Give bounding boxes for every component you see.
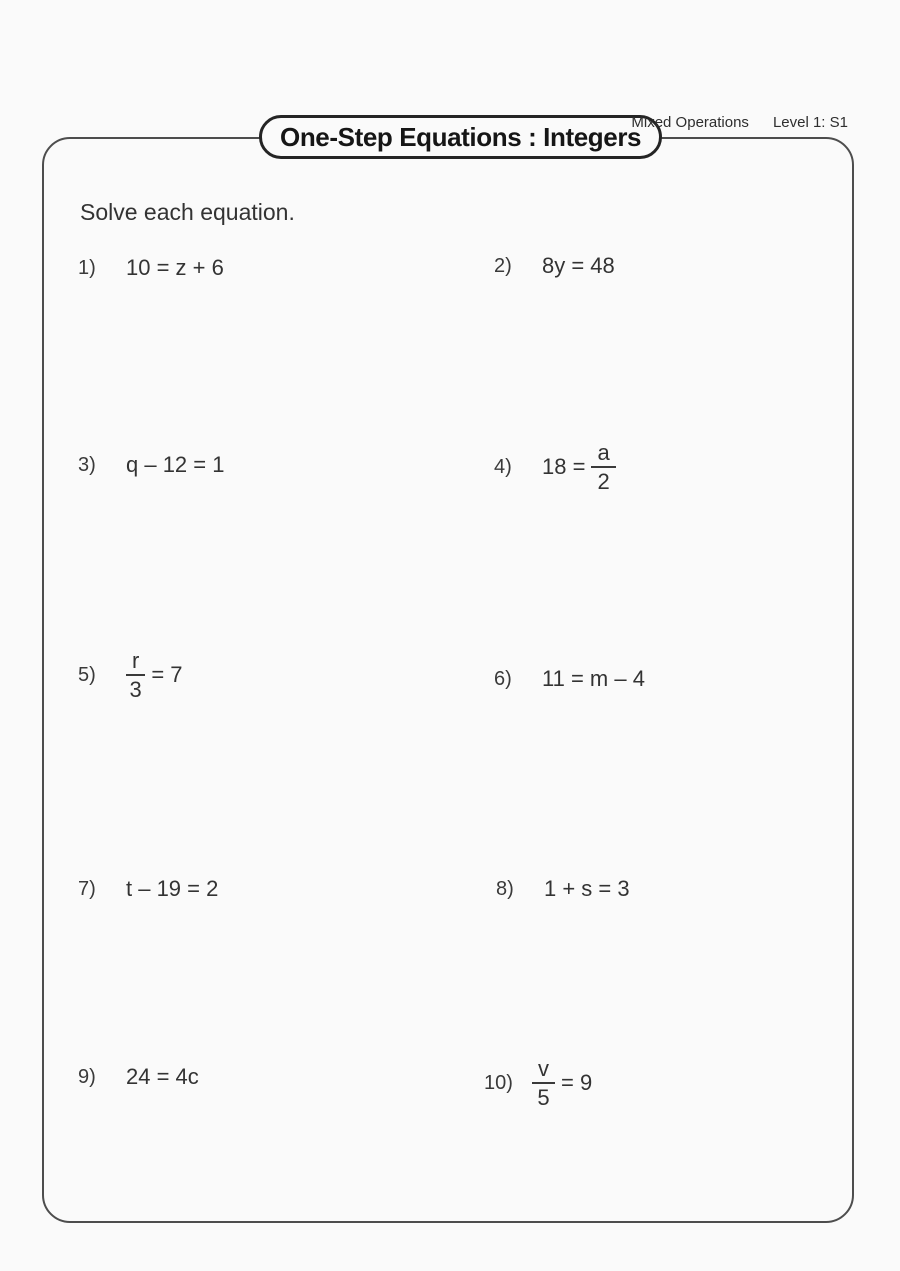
- problem-10: [484, 1056, 592, 1111]
- problem-1: [78, 255, 224, 281]
- problem-number: 7): [78, 877, 96, 900]
- problem-number: 10): [484, 1071, 513, 1094]
- equation: [126, 648, 183, 703]
- equation: [126, 452, 224, 478]
- fraction: [591, 440, 615, 495]
- problem-number: 4): [494, 455, 512, 478]
- worksheet-title: One-Step Equations : Integers: [280, 121, 642, 152]
- equation-post: = 9: [561, 1070, 593, 1096]
- equation-text: 11 = m – 4: [542, 666, 645, 691]
- equation-post: = 7: [151, 662, 183, 688]
- equation-text: 24 = 4c: [126, 1064, 199, 1089]
- header-tag: [631, 114, 848, 131]
- problem-number: 9): [78, 1065, 96, 1088]
- equation: [532, 1056, 592, 1111]
- fraction: [126, 648, 145, 703]
- fraction-denominator: 3: [129, 677, 142, 703]
- title-pill: [259, 115, 662, 159]
- problem-2: [494, 253, 615, 279]
- problem-number: 2): [494, 254, 512, 277]
- equation-text: 1 + s = 3: [544, 876, 630, 901]
- equation: [126, 255, 224, 281]
- problem-3: [78, 452, 224, 478]
- fraction: [532, 1056, 555, 1111]
- problem-5: [78, 648, 183, 703]
- equation: [542, 440, 616, 495]
- equation-text: t – 19 = 2: [126, 876, 219, 901]
- equation: [544, 876, 630, 902]
- instruction-text: Solve each equation.: [80, 199, 295, 225]
- problem-6: [494, 666, 645, 692]
- fraction-denominator: 2: [597, 469, 610, 495]
- tag-topic: Mixed Operations: [631, 114, 749, 131]
- fraction-denominator: 5: [537, 1085, 550, 1111]
- equation: [126, 1064, 199, 1090]
- tag-level: Level 1: S1: [772, 114, 848, 131]
- equation-text: 8y = 48: [542, 253, 615, 278]
- problem-number: 6): [494, 667, 512, 690]
- problem-7: [78, 876, 218, 902]
- equation: [542, 666, 645, 692]
- problem-8: [496, 876, 630, 902]
- equation: [126, 876, 218, 902]
- fraction-numerator: v: [532, 1056, 555, 1084]
- equation: [542, 253, 615, 279]
- problem-4: [494, 440, 616, 495]
- equation-text: q – 12 = 1: [126, 452, 225, 477]
- fraction-numerator: r: [126, 648, 145, 676]
- problem-number: 5): [78, 663, 96, 686]
- problem-number: 1): [78, 256, 96, 279]
- problem-9: [78, 1064, 199, 1090]
- problem-number: 8): [496, 877, 514, 900]
- equation-text: 10 = z + 6: [126, 255, 224, 280]
- equation-pre: 18 =: [542, 454, 586, 480]
- fraction-numerator: a: [591, 440, 615, 468]
- problem-number: 3): [78, 453, 96, 476]
